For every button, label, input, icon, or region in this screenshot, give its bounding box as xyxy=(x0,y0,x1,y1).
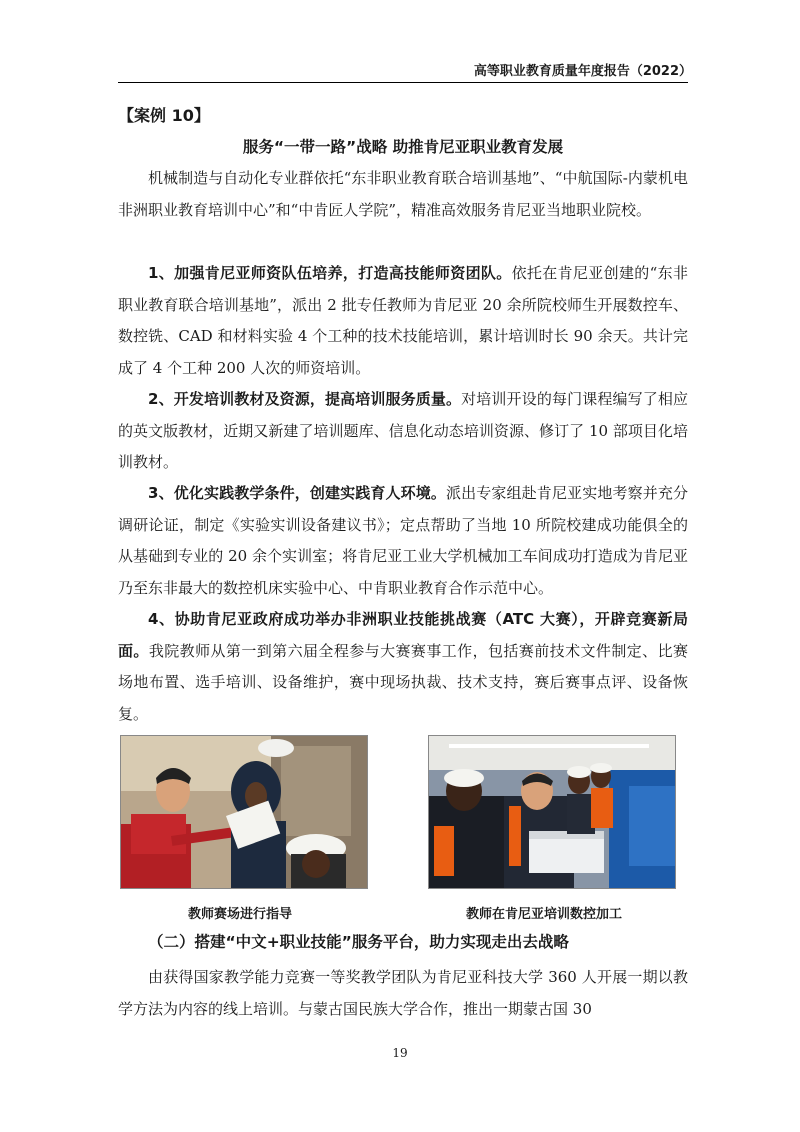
photo-caption-right: 教师在肯尼亚培训数控加工 xyxy=(466,907,623,922)
case-item-3-text: 派出专家组赴肯尼亚实地考察并充分调研论证，制定《实验实训设备建议书》；定点帮助了当地 10 所院校建成功能俱全的从基础到专业的 20 余个实训室；将肯尼亚工业大学机械加工车间成功打造成为肯尼亚乃至东非最大的数控机床实验中心、中肯职业教育合作示范中心。 xyxy=(118,484,688,597)
case-item-4-lead: 4、协助肯尼亚政府成功举办非洲职业技能挑战赛（ATC 大赛），开辟竞赛新局面。 xyxy=(118,610,688,660)
case-item-4 xyxy=(118,604,688,730)
page-number: 19 xyxy=(392,1046,408,1060)
case-item-1 xyxy=(118,258,688,384)
running-header: 高等职业教育质量年度报告（2022） xyxy=(473,64,692,79)
case-item-2-lead: 2、开发培训教材及资源，提高培训服务质量。 xyxy=(148,390,462,408)
case-item-1-lead: 1、加强肯尼亚师资队伍培养，打造高技能师资团队。 xyxy=(148,264,512,282)
case-item-4-text: 我院教师从第一到第六届全程参与大赛赛事工作，包括赛前技术文件制定、比赛场地布置、选手培训、设备维护，赛中现场执裁、技术支持，赛后赛事点评、设备恢复。 xyxy=(118,641,688,723)
photo-cnc-training-image xyxy=(429,736,675,888)
header-divider xyxy=(118,82,688,83)
photo-cnc-training xyxy=(428,735,676,889)
photo-teacher-guiding-image xyxy=(121,736,367,888)
case-item-2 xyxy=(118,384,688,479)
photo-caption-left: 教师赛场进行指导 xyxy=(188,907,293,922)
case-title: 服务“一带一路”战略 助推肯尼亚职业教育发展 xyxy=(242,138,564,156)
case-intro-paragraph: 机械制造与自动化专业群依托“东非职业教育联合培训基地”、“中航国际-内蒙机电非洲职业教育培训中心”和“中肯匠人学院”，精准高效服务肯尼亚当地职业院校。 xyxy=(118,169,688,219)
photo-teacher-guiding xyxy=(120,735,368,889)
case-label: 【案例 10】 xyxy=(118,106,210,125)
section-heading: （二）搭建“中文+职业技能”服务平台，助力实现走出去战略 xyxy=(148,933,569,951)
section-paragraph: 由获得国家教学能力竞赛一等奖教学团队为肯尼亚科技大学 360 人开展一期以教学方法为内容的线上培训。与蒙古国民族大学合作，推出一期蒙古国 30 xyxy=(118,968,688,1018)
case-item-3 xyxy=(118,478,688,604)
case-item-1-text: 依托在肯尼亚创建的“东非职业教育联合培训基地”，派出 2 批专任教师为肯尼亚 20 余所院校师生开展数控车、数控铣、CAD 和材料实验 4 个工种的技术技能培训，累计培训时长 90 余天。共计完成了 4 个工种 200 人次的师资培训。 xyxy=(118,264,688,377)
case-item-2-text: 对培训开设的每门课程编写了相应的英文版教材，近期又新建了培训题库、信息化动态培训资源、修订了 10 部项目化培训教材。 xyxy=(118,390,688,471)
case-item-3-lead: 3、优化实践教学条件，创建实践育人环境。 xyxy=(148,484,447,502)
